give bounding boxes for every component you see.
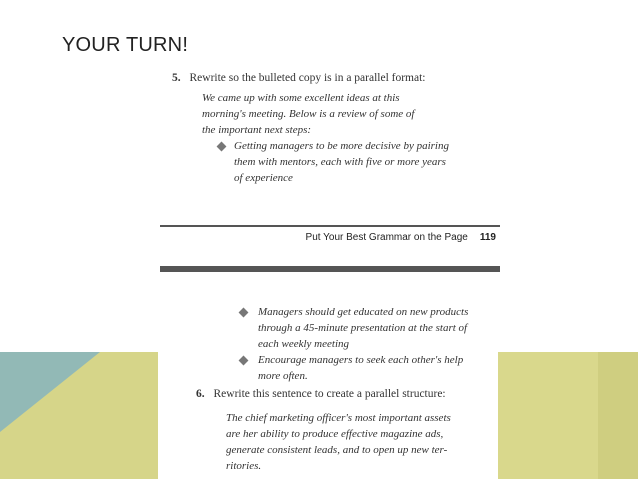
sentence-line-3: generate consistent leads, and to open up new ter- xyxy=(226,444,448,456)
book-excerpt-bottom xyxy=(160,290,498,479)
paragraph-line-2: morning's meeting. Below is a review of some of xyxy=(202,108,415,120)
diamond-bullet-icon xyxy=(239,356,249,366)
bullet-2-line-2: through a 45-minute presentation at the start of xyxy=(258,322,468,334)
sentence-line-4: ritories. xyxy=(226,460,262,472)
sentence-line-2: are her ability to produce effective magazine ads, xyxy=(226,428,444,440)
question-6-number: 6. xyxy=(196,388,205,400)
bullet-2-line-3: each weekly meeting xyxy=(258,338,350,350)
page-footer-text: Put Your Best Grammar on the Page xyxy=(305,232,468,243)
paragraph-line-3: the important next steps: xyxy=(202,124,312,136)
bullet-3-line-2: more often. xyxy=(258,370,308,382)
question-5 xyxy=(172,72,426,84)
bullet-3-line-1: Encourage managers to seek each other's help xyxy=(258,354,464,366)
bullet-1-line-1: Getting managers to be more decisive by pairing xyxy=(234,140,449,152)
diamond-bullet-icon xyxy=(239,308,249,318)
sentence-line-1: The chief marketing officer's most important assets xyxy=(226,412,451,424)
page-rule-thin xyxy=(160,225,500,227)
question-5-text: Rewrite so the bulleted copy is in a parallel format: xyxy=(189,72,426,84)
slide-title: YOUR TURN! xyxy=(62,34,189,56)
paragraph-line-1: We came up with some excellent ideas at this xyxy=(202,92,400,104)
question-5-number: 5. xyxy=(172,72,181,84)
bullet-2-line-1: Managers should get educated on new products xyxy=(258,306,469,318)
book-excerpt-top xyxy=(160,62,500,272)
diamond-bullet-icon xyxy=(217,142,227,152)
question-6-text: Rewrite this sentence to create a parallel structure: xyxy=(213,388,446,400)
decorative-band-yellow-right-edge xyxy=(598,352,638,479)
bullet-1-line-2: them with mentors, each with five or more years xyxy=(234,156,446,168)
question-6 xyxy=(196,388,446,400)
page-rule-thick xyxy=(160,266,500,272)
bullet-1-line-3: of experience xyxy=(234,172,293,184)
page-footer xyxy=(306,232,496,243)
page-number: 119 xyxy=(479,232,496,243)
